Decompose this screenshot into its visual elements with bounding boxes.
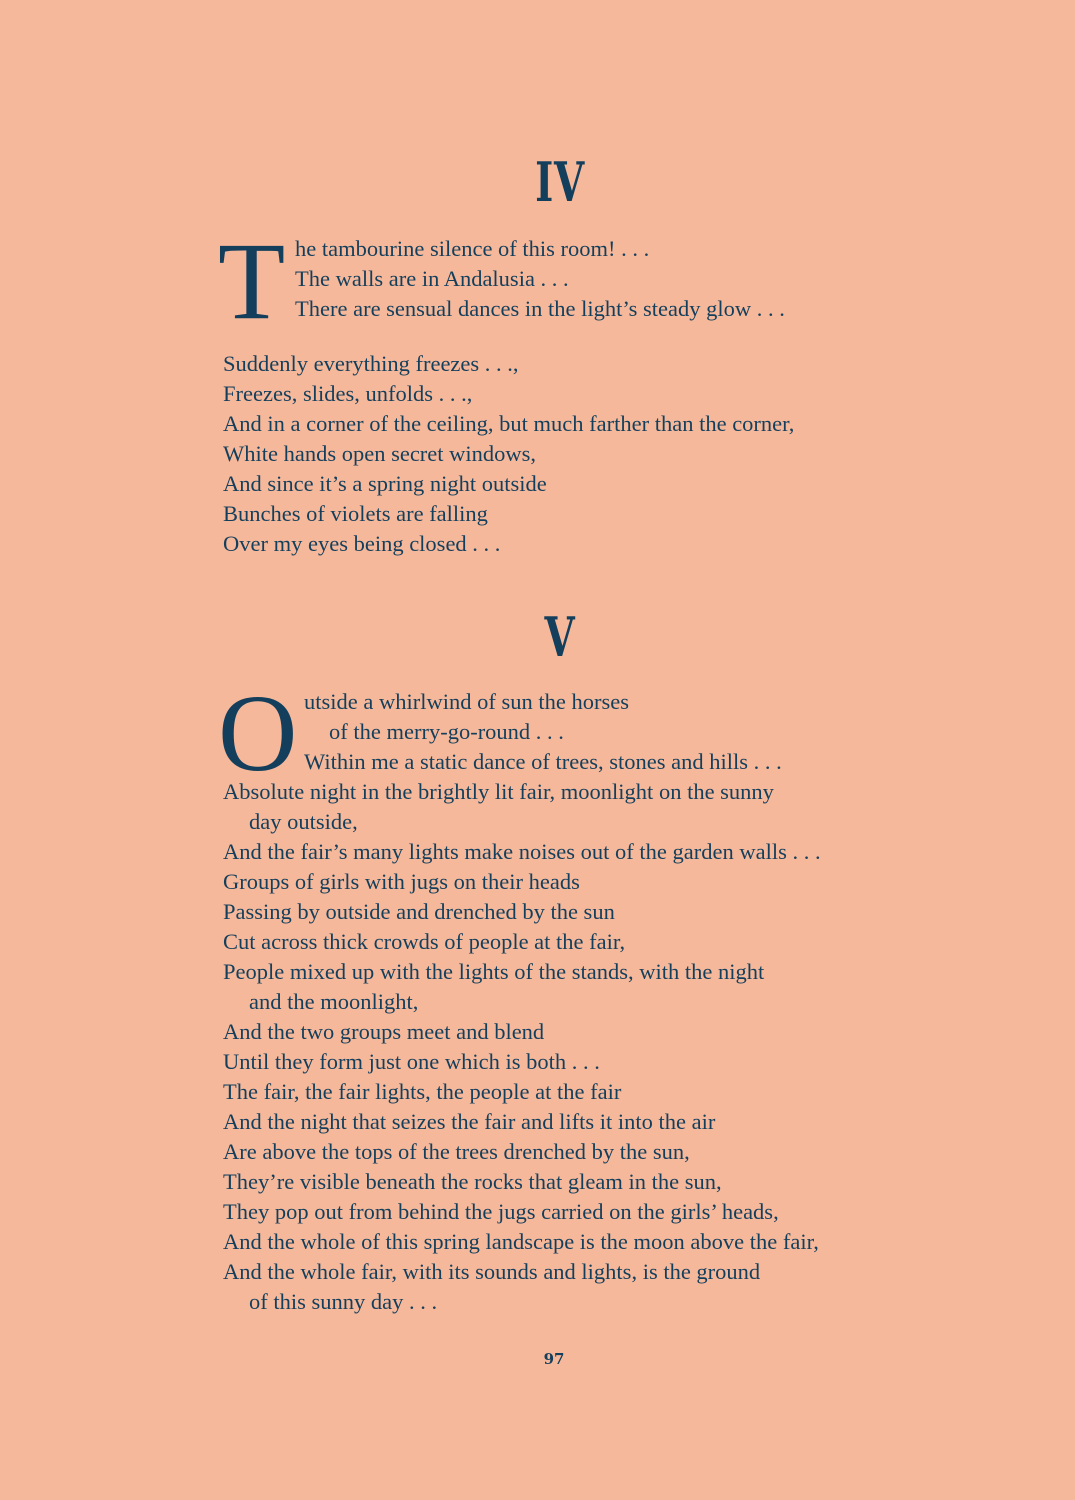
- poem-line: Within me a static dance of trees, stones and hills . . .: [304, 749, 782, 774]
- poem-line: Are above the tops of the trees drenched by the sun,: [223, 1139, 690, 1164]
- poem-line: And in a corner of the ceiling, but much farther than the corner,: [223, 411, 795, 436]
- stanza-v-opening: [304, 687, 782, 777]
- poem-line: People mixed up with the lights of the stands, with the night: [223, 959, 765, 984]
- poem-line: And the night that seizes the fair and lifts it into the air: [223, 1109, 716, 1134]
- poem-line: Absolute night in the brightly lit fair, moonlight on the sunny: [223, 779, 774, 804]
- stanza-iv-body: [223, 349, 794, 559]
- poem-line: utside a whirlwind of sun the horses: [304, 689, 629, 714]
- drop-cap-t: T: [218, 220, 286, 342]
- poem-line: Freezes, slides, unfolds . . .,: [223, 381, 473, 406]
- poem-line: The fair, the fair lights, the people at the fair: [223, 1079, 622, 1104]
- poem-line: And the two groups meet and blend: [223, 1019, 545, 1044]
- poem-line: he tambourine silence of this room! . . .: [295, 236, 650, 261]
- poem-line: They’re visible beneath the rocks that gleam in the sun,: [223, 1169, 722, 1194]
- poem-line: Groups of girls with jugs on their heads: [223, 869, 580, 894]
- poem-line: Cut across thick crowds of people at the fair,: [223, 929, 626, 954]
- poem-line: Until they form just one which is both . . .: [223, 1049, 600, 1074]
- poem-line: The walls are in Andalusia . . .: [295, 266, 569, 291]
- poem-line: And the fair’s many lights make noises out of the garden walls . . .: [223, 839, 821, 864]
- poem-line: Over my eyes being closed . . .: [223, 531, 501, 556]
- poem-line: And since it’s a spring night outside: [223, 471, 547, 496]
- stanza-v-body: [223, 777, 821, 1317]
- page-number: 97: [543, 1350, 565, 1368]
- poem-line: White hands open secret windows,: [223, 441, 537, 466]
- poem-line: Passing by outside and drenched by the sun: [223, 899, 615, 924]
- poem-line: And the whole of this spring landscape is the moon above the fair,: [223, 1229, 819, 1254]
- stanza-iv-opening: [295, 234, 785, 324]
- section-title-iv: IV: [535, 150, 585, 214]
- drop-cap-o: O: [218, 672, 298, 794]
- poem-line: Suddenly everything freezes . . .,: [223, 351, 519, 376]
- poem-line-continuation: of the merry-go-round . . .: [329, 719, 564, 744]
- section-title-v: V: [544, 605, 576, 669]
- poem-line-continuation: of this sunny day . . .: [249, 1289, 438, 1314]
- poem-line: And the whole fair, with its sounds and lights, is the ground: [223, 1259, 761, 1284]
- poem-line-continuation: and the moonlight,: [249, 989, 419, 1014]
- poem-line-continuation: day outside,: [249, 809, 358, 834]
- poem-line: There are sensual dances in the light’s steady glow . . .: [295, 296, 785, 321]
- poem-line: Bunches of violets are falling: [223, 501, 488, 526]
- poem-line: They pop out from behind the jugs carried on the girls’ heads,: [223, 1199, 779, 1224]
